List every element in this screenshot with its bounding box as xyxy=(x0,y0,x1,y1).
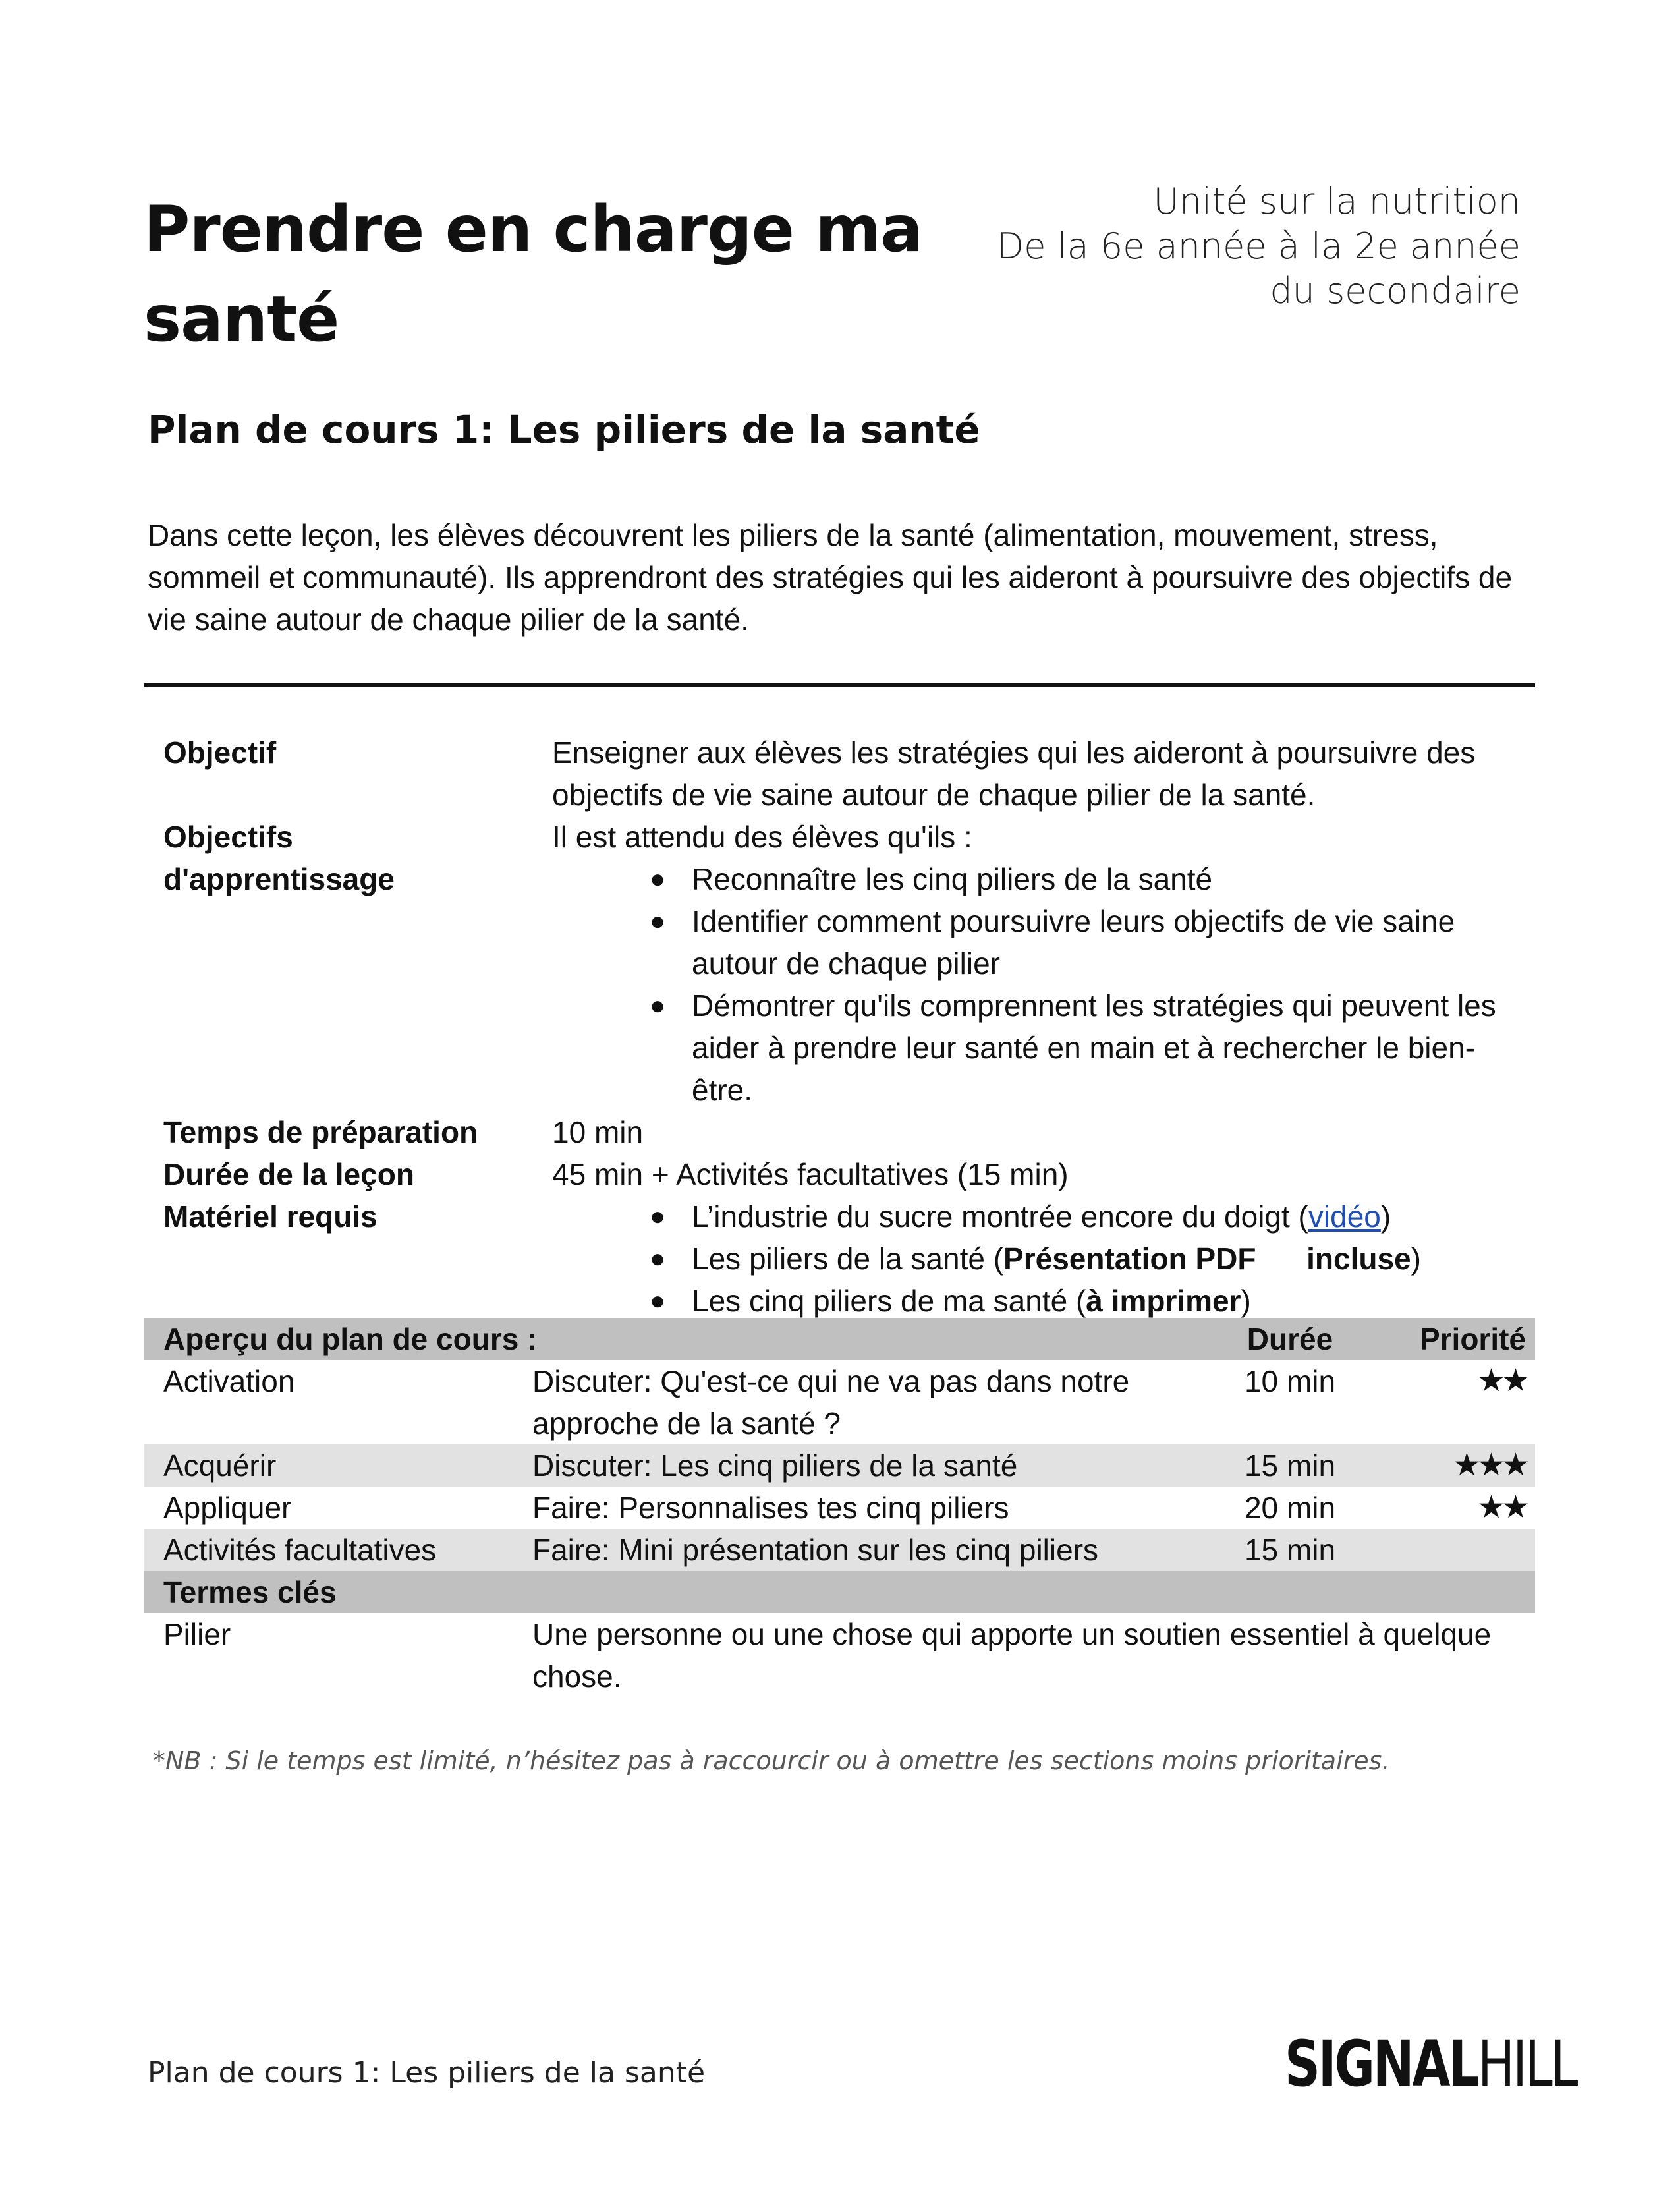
priority-stars-icon: ★★★ xyxy=(1452,1448,1526,1483)
priority-stars-icon: ★★ xyxy=(1476,1363,1526,1398)
list-item xyxy=(650,1195,1534,1238)
priority-stars-icon: ★★ xyxy=(1476,1490,1526,1525)
video-link[interactable]: vidéo xyxy=(1308,1199,1381,1234)
table-row xyxy=(144,1613,1535,1698)
learning-label-line-1: Objectifs xyxy=(163,820,293,854)
title-line-2: santé xyxy=(144,282,339,356)
objectives-section xyxy=(163,731,1534,1322)
unit-info xyxy=(862,179,1521,314)
table-row xyxy=(144,1529,1535,1571)
unit-line-2: De la 6e année à la 2e année xyxy=(996,225,1521,267)
material-item xyxy=(692,1238,1534,1280)
material-item xyxy=(692,1280,1534,1322)
signalhill-logo xyxy=(1285,2027,1576,2101)
prep-time-row xyxy=(163,1111,1534,1153)
description-cell: Discuter: Les cinq piliers de la santé xyxy=(532,1448,1018,1483)
learning-item-text: Reconnaître les cinq piliers de la santé xyxy=(692,862,1213,896)
learning-item-text: Démontrer qu'ils comprennent les stratégies qui peuvent les aider à prendre leur santé en main et à rechercher le bien-être. xyxy=(692,988,1496,1107)
key-terms-header xyxy=(144,1571,1535,1613)
key-terms-label: Termes clés xyxy=(163,1575,337,1609)
footer-title: Plan de cours 1: Les piliers de la santé xyxy=(148,2056,706,2090)
learning-item-text: Identifier comment poursuivre leurs objectifs de vie saine autour de chaque pilier xyxy=(692,904,1455,981)
material-text: Les cinq piliers de ma santé ( xyxy=(692,1284,1086,1318)
lesson-duration-row xyxy=(163,1153,1534,1195)
learning-objectives-label xyxy=(163,816,552,1111)
materials-list xyxy=(552,1195,1534,1322)
description-cell: Discuter: Qu'est-ce qui ne va pas dans notre approche de la santé ? xyxy=(532,1364,1130,1441)
prep-time-value: 10 min xyxy=(552,1115,644,1149)
bullet-icon: ● xyxy=(650,991,666,1020)
logo-light-part: HILL xyxy=(1477,2027,1577,2101)
document-title xyxy=(144,185,974,364)
key-term-cell: Pilier xyxy=(163,1617,231,1651)
lesson-overview-table xyxy=(144,1318,1535,1698)
priority-header: Priorité xyxy=(1419,1322,1526,1356)
phase-cell: Appliquer xyxy=(163,1491,292,1525)
duration-header: Durée xyxy=(1246,1322,1333,1356)
list-item xyxy=(650,1280,1534,1322)
key-definition-cell: Une personne ou une chose qui apporte un soutien essentiel à quelque chose. xyxy=(532,1617,1492,1694)
prep-time-label: Temps de préparation xyxy=(163,1115,478,1149)
unit-line-1: Unité sur la nutrition xyxy=(1153,181,1521,222)
plan-title: Plan de cours 1: Les piliers de la santé xyxy=(148,407,980,452)
phase-cell: Activités facultatives xyxy=(163,1533,437,1567)
intro-paragraph: Dans cette leçon, les élèves découvrent les piliers de la santé (alimentation, mouvement, stress, sommeil et communauté). Ils apprendront des stratégies qui les aideront à poursuivre des objectifs de vie saine autour de chaque pilier de la santé. xyxy=(148,518,1513,637)
duration-cell: 20 min xyxy=(1244,1491,1336,1525)
material-text-end: ) xyxy=(1241,1284,1251,1318)
duration-cell: 15 min xyxy=(1244,1448,1336,1483)
unit-line-3: du secondaire xyxy=(1270,270,1521,312)
phase-cell: Acquérir xyxy=(163,1448,277,1483)
material-bold: Présentation PDF incluse xyxy=(1003,1241,1411,1276)
lesson-duration-label: Durée de la leçon xyxy=(163,1157,414,1191)
learning-intro: Il est attendu des élèves qu'ils : xyxy=(552,820,972,854)
material-bold: à imprimer xyxy=(1086,1284,1241,1318)
table-header xyxy=(144,1318,1535,1360)
table-row xyxy=(144,1444,1535,1487)
duration-cell: 10 min xyxy=(1244,1364,1336,1398)
material-text: L’industrie du sucre montrée encore du doigt ( xyxy=(692,1199,1308,1234)
objective-row xyxy=(163,731,1534,816)
note-text: *NB : Si le temps est limité, n’hésitez pas à raccourcir ou à omettre les sections moins prioritaires. xyxy=(153,1746,1390,1775)
table-row xyxy=(144,1360,1535,1444)
bullet-icon: ● xyxy=(650,907,666,936)
material-text: Les piliers de la santé ( xyxy=(692,1241,1004,1276)
table-row xyxy=(144,1487,1535,1529)
list-item xyxy=(650,984,1534,1111)
list-item xyxy=(650,858,1534,900)
duration-cell: 15 min xyxy=(1244,1533,1336,1567)
phase-cell: Activation xyxy=(163,1364,295,1398)
materials-label: Matériel requis xyxy=(163,1199,378,1234)
list-item xyxy=(650,1238,1534,1280)
material-text-end: ) xyxy=(1380,1199,1391,1234)
overview-header-label: Aperçu du plan de cours : xyxy=(163,1322,538,1356)
learning-objectives-row xyxy=(163,816,1534,1111)
learning-label-line-2: d'apprentissage xyxy=(163,862,395,896)
lesson-duration-value: 45 min + Activités facultatives (15 min) xyxy=(552,1157,1069,1191)
bullet-icon: ● xyxy=(650,1286,666,1315)
title-line-1: Prendre en charge ma xyxy=(144,192,923,266)
bullet-icon: ● xyxy=(650,1202,666,1231)
material-item xyxy=(692,1195,1534,1238)
bullet-icon: ● xyxy=(650,865,666,894)
bullet-icon: ● xyxy=(650,1244,666,1273)
objective-value: Enseigner aux élèves les stratégies qui les aideront à poursuivre des objectifs de vie saine autour de chaque pilier de la santé. xyxy=(552,735,1476,812)
list-item xyxy=(650,900,1534,984)
learning-objectives-value xyxy=(552,816,1534,1111)
objective-label: Objectif xyxy=(163,735,277,770)
material-text-end: ) xyxy=(1411,1241,1421,1276)
priority-stars-icon xyxy=(1376,1529,1535,1571)
description-cell: Faire: Mini présentation sur les cinq piliers xyxy=(532,1533,1099,1567)
materials-row xyxy=(163,1195,1534,1322)
logo-bold-part: SIGNAL xyxy=(1285,2027,1478,2101)
divider xyxy=(144,683,1535,687)
description-cell: Faire: Personnalises tes cinq piliers xyxy=(532,1491,1009,1525)
